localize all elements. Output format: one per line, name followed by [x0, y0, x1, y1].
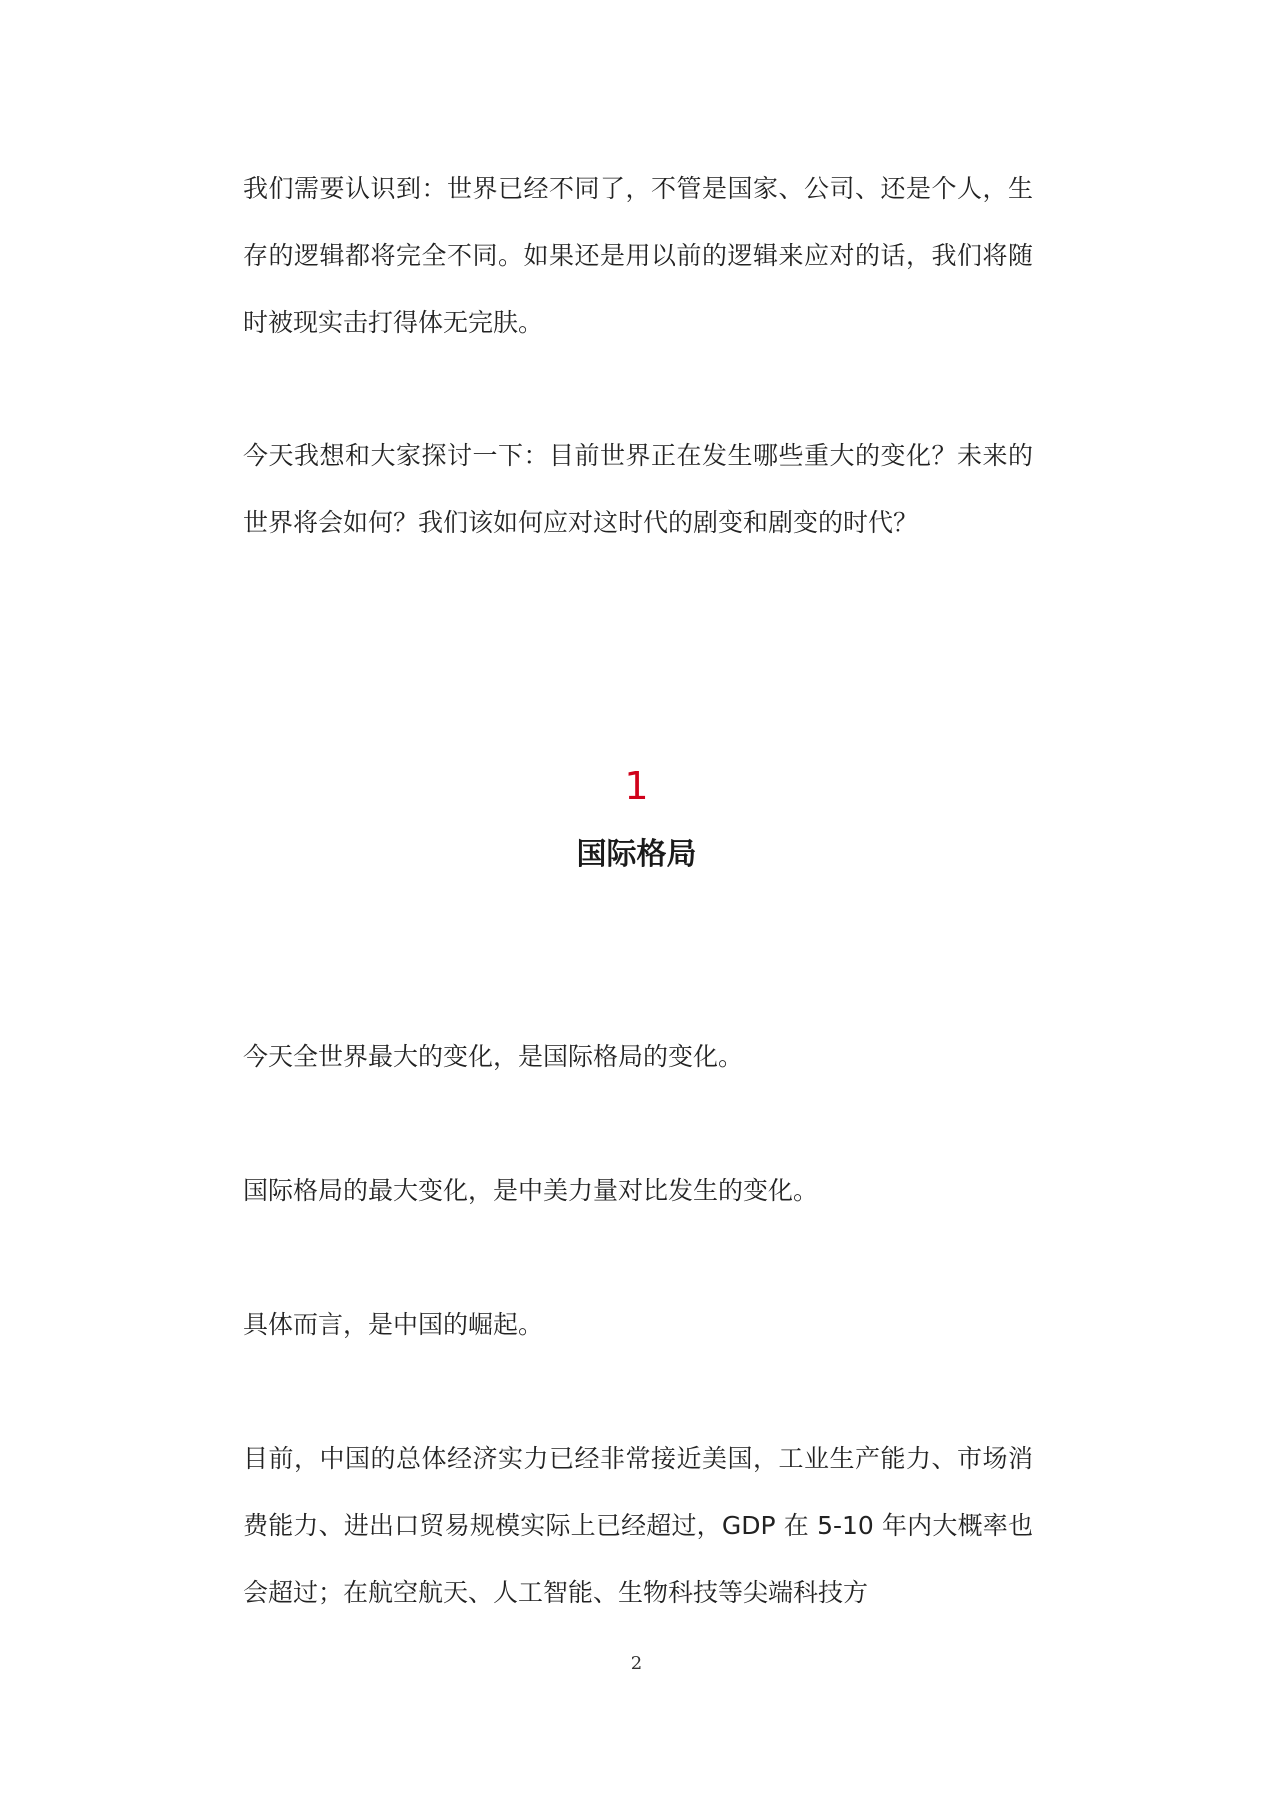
section-number: 1	[624, 764, 649, 808]
body-paragraph-1: 今天全世界最大的变化，是国际格局的变化。	[243, 1042, 744, 1071]
body-paragraph-3: 具体而言，是中国的崛起。	[243, 1310, 544, 1339]
intro-paragraph-2: 今天我想和大家探讨一下：目前世界正在发生哪些重大的变化？未来的世界将会如何？我们该如何应对这时代的剧变和剧变的时代？	[243, 441, 1033, 537]
page-number: 2	[630, 1653, 643, 1674]
intro-paragraph-1: 我们需要认识到：世界已经不同了，不管是国家、公司、还是个人，生存的逻辑都将完全不同。如果还是用以前的逻辑来应对的话，我们将随时被现实击打得体无完肤。	[243, 174, 1033, 337]
body-paragraph-2: 国际格局的最大变化，是中美力量对比发生的变化。	[243, 1176, 819, 1205]
section-title: 国际格局	[576, 837, 697, 872]
body-paragraph-4: 目前，中国的总体经济实力已经非常接近美国，工业生产能力、市场消费能力、进出口贸易规模实际上已经超过，GDP 在 5-10 年内大概率也会超过；在航空航天、人工智能、生物科技等尖端科技方	[243, 1444, 1033, 1607]
